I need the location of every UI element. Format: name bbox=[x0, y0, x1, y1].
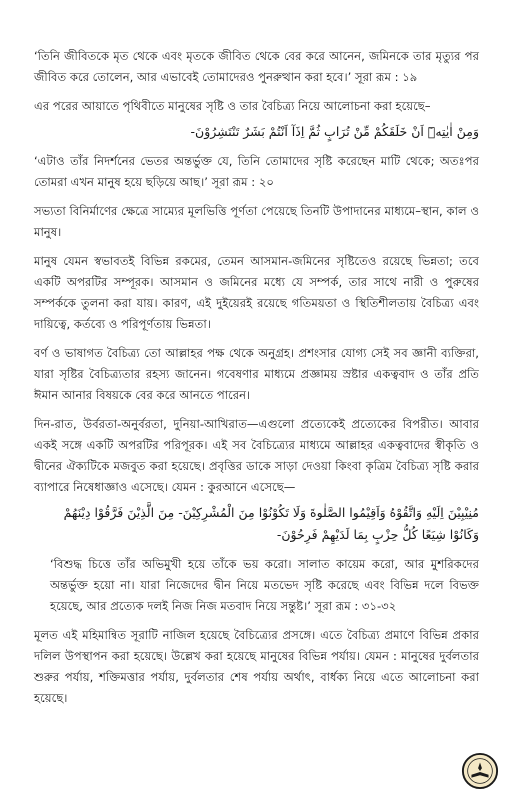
body-paragraph-intro-verse: এর পরের আয়াতে পৃথিবীতে মানুষের সৃষ্টি ও তার বৈচিত্র্য নিয়ে আলোচনা করা হয়েছে– bbox=[34, 99, 431, 113]
quote-paragraph-rum-31-32: ‘বিশুদ্ধ চিত্তে তাঁর অভিমুখী হয়ে তাঁকে ভয় করো। সালাত কায়েম করো, আর মুশরিকদের অন্তর্ভুক্ত হয়ো না। যারা নিজেদের দ্বীন নিয়ে মতভেদ সৃষ্টি করেছে এবং বিভিন্ন দলে বিভক্ত হয়েছে, আর প্রত্যেক দলই নিজ নিজ মতবাদ নিয়ে সন্তুষ্ট।’ সূরা রূম : ৩১-৩২ bbox=[50, 557, 479, 613]
body-paragraph-opposites: দিন-রাত, উর্বরতা-অনুর্বরতা, দুনিয়া-আখিরাত—এগুলো প্রত্যেকেই প্রত্যেকের বিপরীত। আবার একই সঙ্গে একটি অপরটির পরিপূরক। এই সব বৈচিত্র্যের মাধ্যমে আল্লাহর একত্ববাদের স্বীকৃতি ও দ্বীনের ঐক্যটিকে মজবুত করা হয়েছে। প্রবৃত্তির ডাকে সাড়া দেওয়া কিংবা কৃত্রিম বৈচিত্র্য সৃষ্টি করার ব্যাপারে নিষেধাজ্ঞাও এসেছে। যেমন : কুরআনে এসেছে— bbox=[34, 417, 479, 494]
arabic-verse-rum-20: وَمِنْ اٰيٰتِهٖٓ اَنْ خَلَقَكُمْ مِّنْ تُرَابٍ ثُمَّ اِذَآ اَنْتُمْ بَشَرٌ تَنْتَشِرُوْنَ- bbox=[190, 124, 479, 139]
body-paragraph-language-diversity: বর্ণ ও ভাষাগত বৈচিত্র্য তো আল্লাহর পক্ষ থেকে অনুগ্রহ। প্রশংসার যোগ্য সেই সব জ্ঞানী ব্যক্তিরা, যারা সৃষ্টির বৈচিত্র্যতার রহস্য জানেন। গবেষণার মাধ্যমে প্রজ্ঞাময় স্রষ্টার একত্ববাদ ও তাঁর প্রতি ঈমান আনার বিষয়কে বের করে আনতে পারেন। bbox=[34, 346, 479, 402]
arabic-verse-rum-31-line-2: وَكَانُوْا شِيَعًا كُلُّ حِزْبٍ بِمَا لَدَيْهِمْ فَرِحُوْنَ- bbox=[276, 527, 479, 542]
quote-paragraph-rum-19: ‘তিনি জীবিতকে মৃত থেকে এবং মৃতকে জীবিত থেকে বের করে আনেন, জমিনকে তার মৃত্যুর পর জীবিত করে তোলেন, আর এভাবেই তোমাদেরও পুনরুত্থান করা হবে।’ সূরা রূম : ১৯ bbox=[34, 49, 479, 84]
quote-paragraph-rum-20: ‘এটাও তাঁর নিদর্শনের ভেতর অন্তর্ভুক্ত যে, তিনি তোমাদের সৃষ্টি করেছেন মাটি থেকে; অতঃপর তোমরা এখন মানুষ হয়ে ছড়িয়ে আছ।’ সূরা রূম : ২০ bbox=[34, 154, 479, 189]
arabic-verse-rum-31-line-1: مُنِيْبِيْنَ اِلَيْهِ وَاتَّقُوْهُ وَاَقِيْمُوا الصَّلٰوةَ وَلَا تَكُوْنُوْا مِنَ الْمُشْرِكِيْنَ- مِنَ الَّذِيْنَ فَرَّقُوْا دِيْنَهُمْ bbox=[63, 505, 479, 520]
body-paragraph-civilization: সভ্যতা বিনির্মাণের ক্ষেত্রে সাম্যের মূলভিত্তি পূর্ণতা পেয়েছে তিনটি উপাদানের মাধ্যমে–স্থান, কাল ও মানুষ। bbox=[34, 204, 479, 239]
body-paragraph-human-diversity: মানুষ যেমন স্বভাবতই বিভিন্ন রকমের, তেমন আসমান-জমিনের সৃষ্টিতেও রয়েছে ভিন্নতা; তবে একটি অপরটির সম্পূরক। আসমান ও জমিনের মধ্যে যে সম্পর্ক, তার সাথে নারী ও পুরুষের সম্পর্ককে তুলনা করা যায়। কারণ, এই দুইয়েরই রয়েছে গতিময়তা ও স্থিতিশীলতায় বৈচিত্র্য এবং দায়িত্বে, কর্তব্যে ও পরিপূর্ণতায় ভিন্নতা। bbox=[34, 254, 479, 331]
body-paragraph-conclusion: মূলত এই মহিমান্বিত সূরাটি নাজিল হয়েছে বৈচিত্র্যের প্রসঙ্গে। এতে বৈচিত্র্য প্রমাণে বিভিন্ন প্রকার দলিল উপস্থাপন করা হয়েছে। উল্লেখ করা হয়েছে মানুষের বিভিন্ন পর্যায়। যেমন : মানুষের দুর্বলতার শুরুর পর্যায়, শক্তিমত্তার পর্যায়, দুর্বলতার শেষ পর্যায় অর্থাৎ, বার্ধক্য নিয়ে এতে আলোচনা করা হয়েছে। bbox=[34, 628, 479, 705]
publisher-logo-icon bbox=[461, 752, 499, 790]
